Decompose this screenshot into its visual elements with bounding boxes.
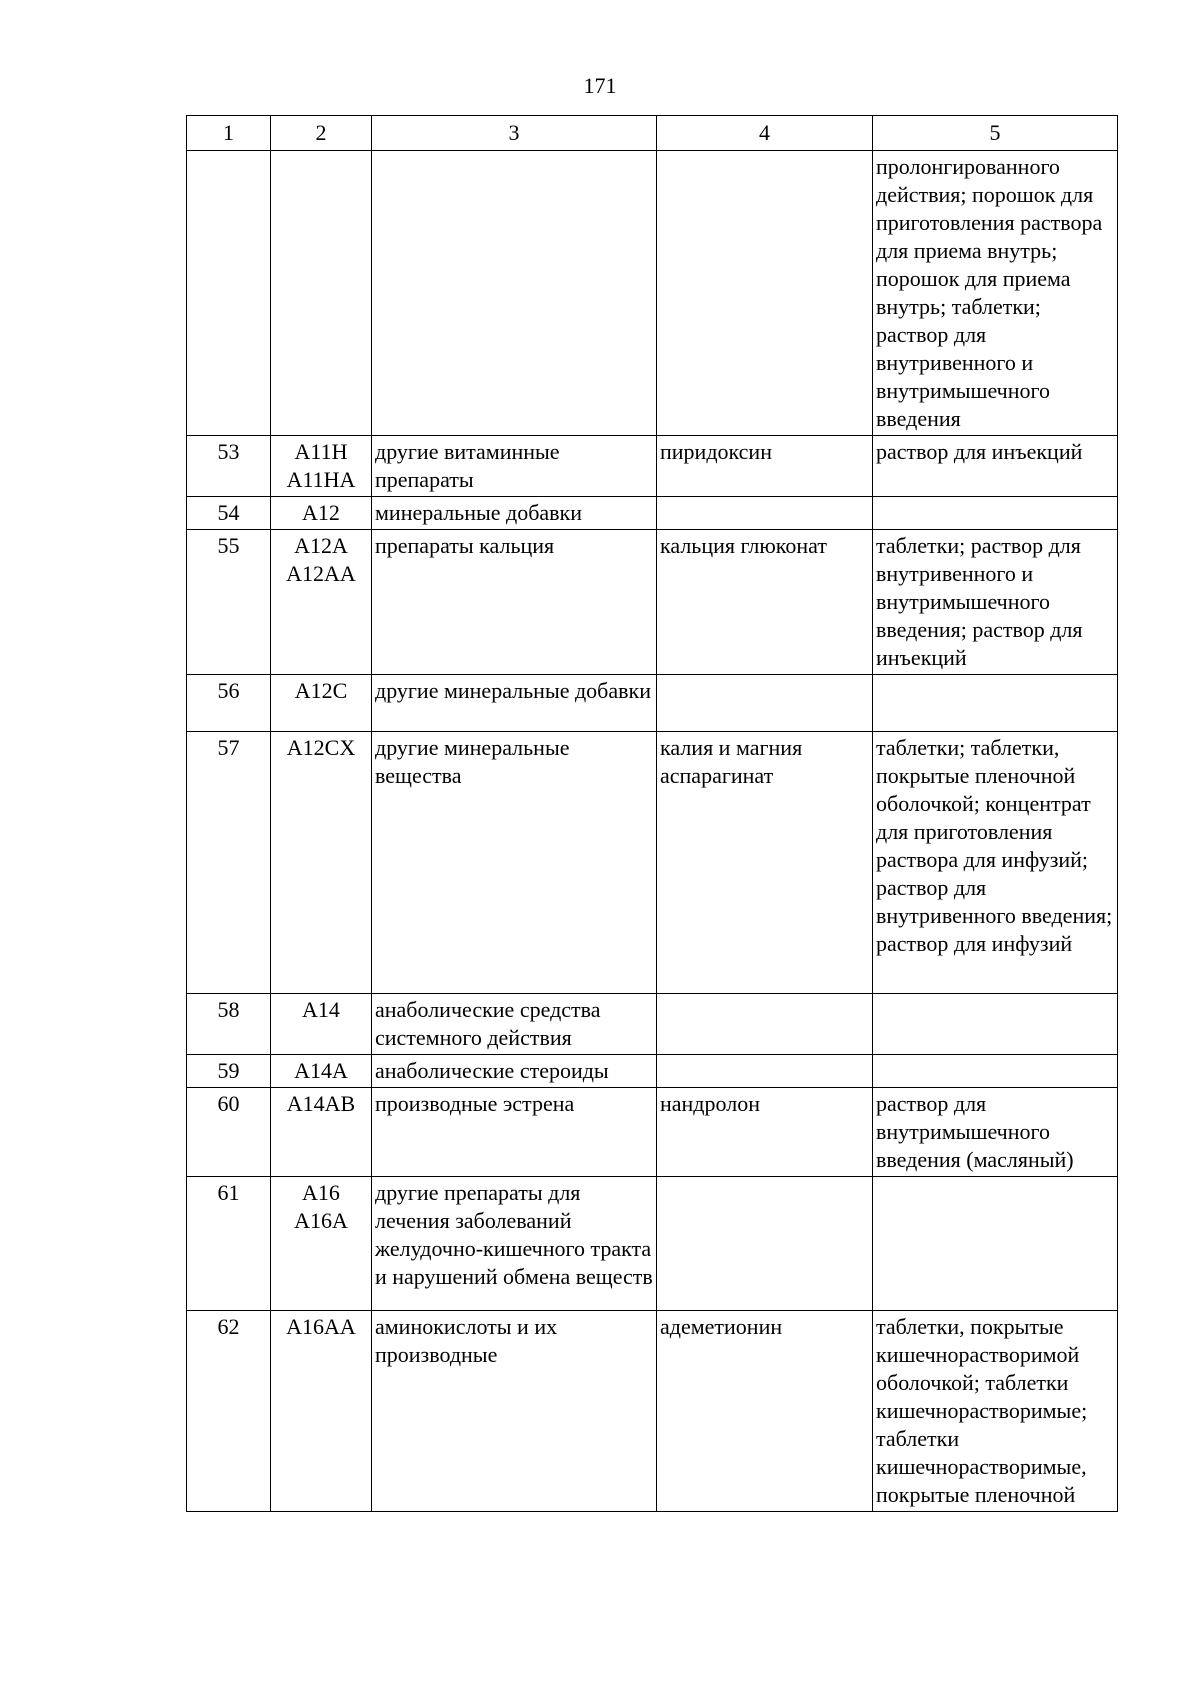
row-number-cell: 59 bbox=[187, 1055, 271, 1088]
dosage-forms-cell: раствор для инъекций bbox=[873, 436, 1118, 497]
anatomical-group-cell: анаболические средства системного действия bbox=[372, 994, 657, 1055]
atc-code: A16AA bbox=[286, 1314, 356, 1339]
atc-code: A14 bbox=[302, 997, 340, 1022]
atc-code: A12 bbox=[302, 500, 340, 525]
table-row bbox=[187, 1055, 1118, 1088]
substance-cell bbox=[657, 1177, 873, 1311]
atc-code-cell bbox=[271, 1311, 372, 1512]
substance-cell bbox=[657, 675, 873, 732]
dosage-forms-cell: таблетки, покрытые кишечнорастворимой оболочкой; таблетки кишечнорастворимые; таблетки кишечнорастворимые, покрытые пленочной bbox=[873, 1311, 1118, 1512]
row-number-cell bbox=[187, 151, 271, 436]
atc-code-cell bbox=[271, 436, 372, 497]
table-row bbox=[187, 732, 1118, 994]
atc-code-cell bbox=[271, 497, 372, 530]
column-header-substance: 4 bbox=[657, 116, 873, 151]
anatomical-group-cell: другие минеральные добавки bbox=[372, 675, 657, 732]
drug-list-table bbox=[186, 115, 1118, 1512]
atc-code: A12C bbox=[294, 678, 348, 703]
anatomical-group-cell: производные эстрена bbox=[372, 1088, 657, 1177]
atc-code-cell bbox=[271, 1177, 372, 1311]
anatomical-group-cell: другие минеральные вещества bbox=[372, 732, 657, 994]
row-number-cell: 53 bbox=[187, 436, 271, 497]
row-number-cell: 58 bbox=[187, 994, 271, 1055]
substance-cell bbox=[657, 994, 873, 1055]
column-header-forms: 5 bbox=[873, 116, 1118, 151]
dosage-forms-cell: раствор для внутримышечного введения (масляный) bbox=[873, 1088, 1118, 1177]
atc-code: A12AA bbox=[286, 561, 356, 586]
atc-code-cell bbox=[271, 732, 372, 994]
atc-code: A16 bbox=[302, 1180, 340, 1205]
atc-code: A16A bbox=[294, 1208, 348, 1233]
substance-cell bbox=[657, 497, 873, 530]
substance-cell bbox=[657, 151, 873, 436]
table-row bbox=[187, 1311, 1118, 1512]
table-header-row bbox=[187, 116, 1118, 151]
anatomical-group-cell: другие витаминные препараты bbox=[372, 436, 657, 497]
atc-code: A11H bbox=[294, 439, 348, 464]
table-row bbox=[187, 151, 1118, 436]
anatomical-group-cell: минеральные добавки bbox=[372, 497, 657, 530]
substance-cell: калия и магния аспарагинат bbox=[657, 732, 873, 994]
dosage-forms-cell bbox=[873, 497, 1118, 530]
anatomical-group-cell: анаболические стероиды bbox=[372, 1055, 657, 1088]
dosage-forms-cell: таблетки; раствор для внутривенного и внутримышечного введения; раствор для инъекций bbox=[873, 530, 1118, 675]
table-row bbox=[187, 675, 1118, 732]
table-row bbox=[187, 497, 1118, 530]
dosage-forms-cell: пролонгированного действия; порошок для приготовления раствора для приема внутрь; порошок для приема внутрь; таблетки; раствор для внутривенного и внутримышечного введения bbox=[873, 151, 1118, 436]
atc-code-cell bbox=[271, 151, 372, 436]
dosage-forms-cell bbox=[873, 994, 1118, 1055]
row-number-cell: 62 bbox=[187, 1311, 271, 1512]
table-row bbox=[187, 1088, 1118, 1177]
atc-code: A12CX bbox=[286, 735, 356, 760]
anatomical-group-cell: другие препараты для лечения заболеваний желудочно-кишечного тракта и нарушений обмена веществ bbox=[372, 1177, 657, 1311]
atc-code-cell bbox=[271, 675, 372, 732]
table-row bbox=[187, 1177, 1118, 1311]
row-number-cell: 55 bbox=[187, 530, 271, 675]
atc-code: A11HA bbox=[286, 467, 356, 492]
atc-code-cell bbox=[271, 994, 372, 1055]
substance-cell: нандролон bbox=[657, 1088, 873, 1177]
dosage-forms-cell bbox=[873, 1177, 1118, 1311]
table-row bbox=[187, 436, 1118, 497]
table-row bbox=[187, 530, 1118, 675]
substance-cell bbox=[657, 1055, 873, 1088]
atc-code: A14AB bbox=[286, 1091, 356, 1116]
atc-code-cell bbox=[271, 1055, 372, 1088]
table-body bbox=[187, 116, 1118, 1512]
row-number-cell: 54 bbox=[187, 497, 271, 530]
anatomical-group-cell bbox=[372, 151, 657, 436]
row-number-cell: 60 bbox=[187, 1088, 271, 1177]
row-number-cell: 57 bbox=[187, 732, 271, 994]
atc-code-cell bbox=[271, 1088, 372, 1177]
anatomical-group-cell: аминокислоты и их производные bbox=[372, 1311, 657, 1512]
row-number-cell: 61 bbox=[187, 1177, 271, 1311]
dosage-forms-cell bbox=[873, 675, 1118, 732]
dosage-forms-cell: таблетки; таблетки, покрытые пленочной оболочкой; концентрат для приготовления раствора для инфузий; раствор для внутривенного введения; раствор для инфузий bbox=[873, 732, 1118, 994]
column-header-code: 2 bbox=[271, 116, 372, 151]
page-number: 171 bbox=[583, 73, 617, 98]
row-number-cell: 56 bbox=[187, 675, 271, 732]
table-row bbox=[187, 994, 1118, 1055]
substance-cell: пиридоксин bbox=[657, 436, 873, 497]
column-header-group: 3 bbox=[372, 116, 657, 151]
column-header-number: 1 bbox=[187, 116, 271, 151]
substance-cell: кальция глюконат bbox=[657, 530, 873, 675]
anatomical-group-cell: препараты кальция bbox=[372, 530, 657, 675]
atc-code-cell bbox=[271, 530, 372, 675]
substance-cell: адеметионин bbox=[657, 1311, 873, 1512]
atc-code: A14A bbox=[294, 1058, 348, 1083]
dosage-forms-cell bbox=[873, 1055, 1118, 1088]
atc-code: A12A bbox=[294, 533, 348, 558]
